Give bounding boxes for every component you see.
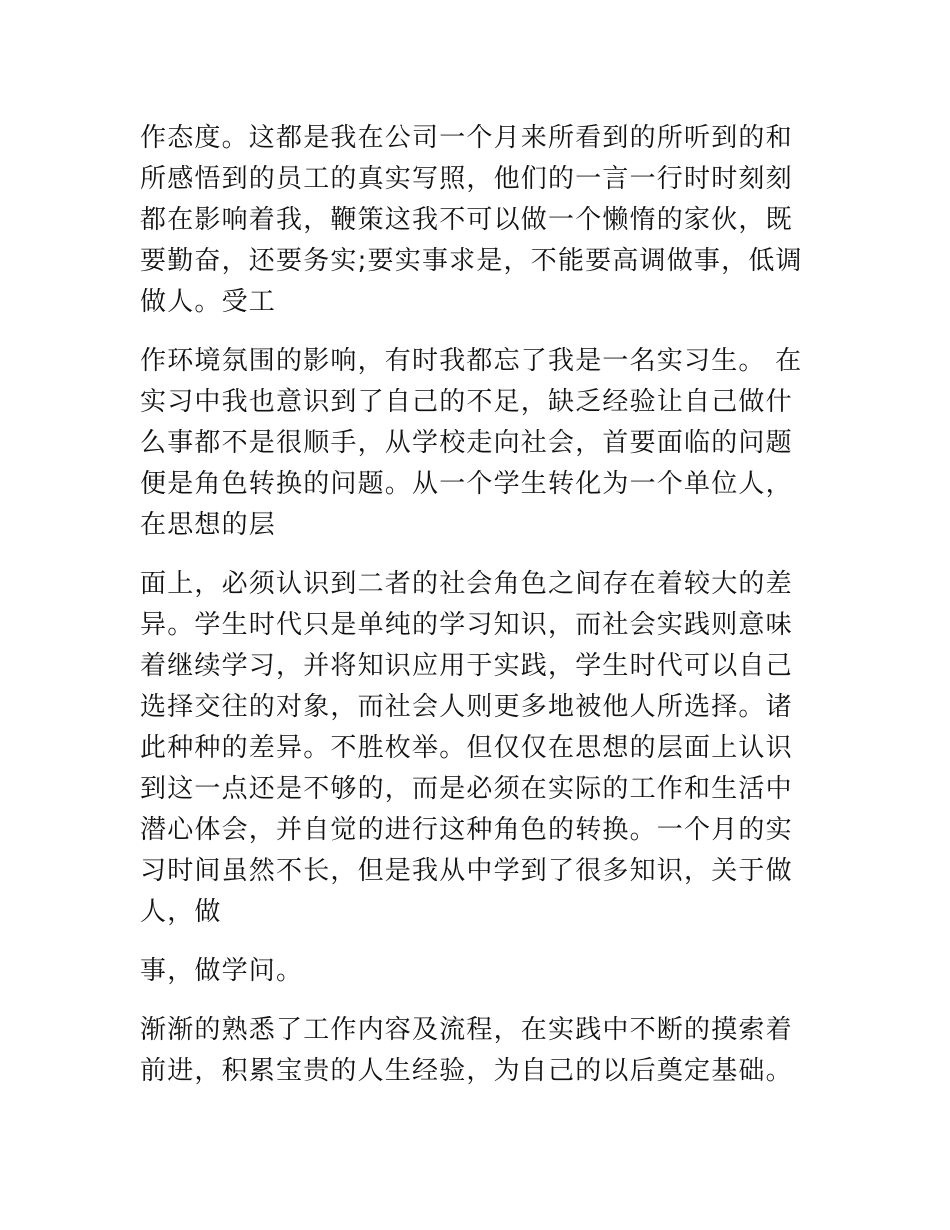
paragraph-1: 作态度。这都是我在公司一个月来所看到的所听到的和所感悟到的员工的真实写照，他们的一言一行时时刻刻都在影响着我，鞭策这我不可以做一个懒惰的家伙，既要勤奋，还要务实;要实事求是，不能要高调做事，低调做人。受工 [140,123,803,317]
paragraph-2: 作环境氛围的影响，有时我都忘了我是一名实习生。 在实习中我也意识到了自己的不足，缺乏经验让自己做什么事都不是很顺手，从学校走向社会，首要面临的问题便是角色转换的问题。从一个学生转化为一个单位人，在思想的层 [140,346,803,540]
paragraph-3: 面上，必须认识到二者的社会角色之间存在着较大的差异。学生时代只是单纯的学习知识，而社会实践则意味着继续学习，并将知识应用于实践，学生时代可以自己选择交往的对象，而社会人则更多地被他人所选择。诸此种种的差异。不胜枚举。但仅仅在思想的层面上认识到这一点还是不够的，而是必须在实际的工作和生活中潜心体会，并自觉的进行这种角色的转换。一个月的实习时间虽然不长，但是我从中学到了很多知识，关于做人，做 [140,569,793,927]
document-body [140,118,804,1110]
paragraph-4: 事，做学问。 [140,956,304,986]
paragraph-5: 渐渐的熟悉了工作内容及流程，在实践中不断的摸索着前进，积累宝贵的人生经验，为自己的以后奠定基础。 [140,1015,793,1086]
